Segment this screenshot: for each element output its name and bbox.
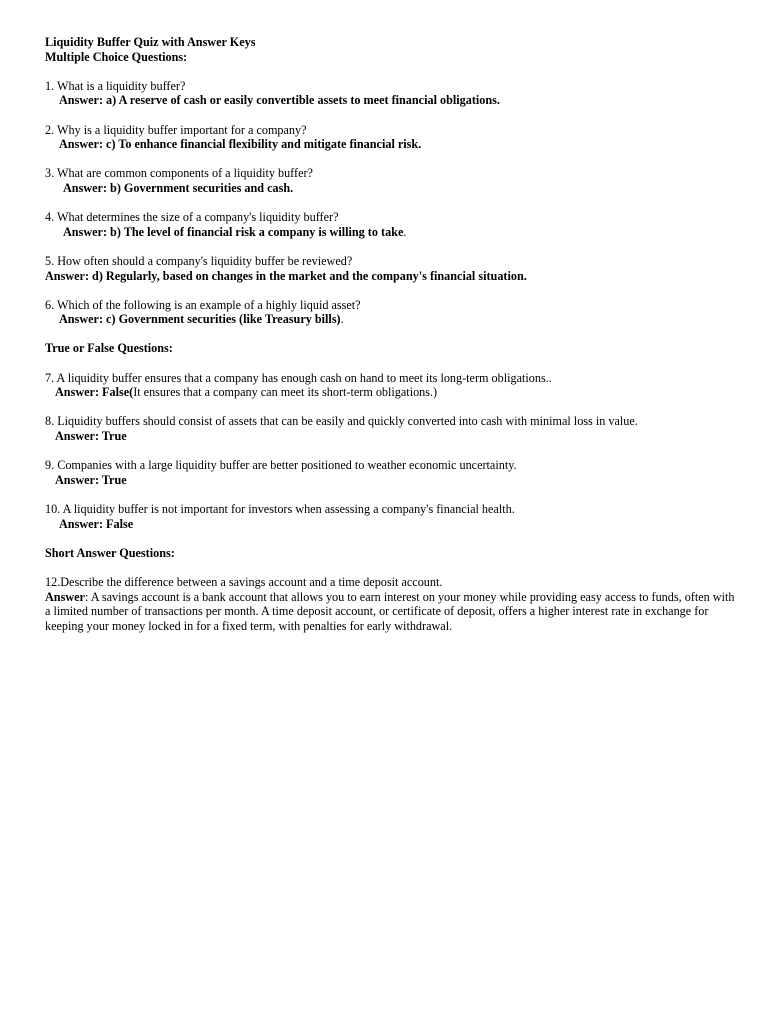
mcq-answer-2: Answer: c) To enhance financial flexibility and mitigate financial risk. <box>59 137 422 152</box>
sa-question-12: 12.Describe the difference between a savings account and a time deposit account. <box>45 574 443 589</box>
tf-question-9: 9. Companies with a large liquidity buffer are better positioned to weather economic uncertainty. <box>45 458 517 473</box>
mcq-question-3: 3. What are common components of a liquidity buffer? <box>45 166 313 181</box>
mcq-question-2: 2. Why is a liquidity buffer important for a company? <box>45 122 307 137</box>
mcq-answer-4: Answer: b) The level of financial risk a company is willing to take. <box>63 224 407 239</box>
sa-answer-12: Answer: A savings account is a bank account that allows you to earn interest on your money while providing easy access to funds, often with a limited number of transactions per month. A time deposit account, or certificate of deposit, offers a higher interest rate in exchange for keeping your money locked in for a fixed term, with penalties for early withdrawal. <box>45 589 735 633</box>
mcq-question-5: 5. How often should a company's liquidity buffer be reviewed? <box>45 253 353 268</box>
sa-heading: Short Answer Questions: <box>45 545 175 560</box>
mcq-question-1: 1. What is a liquidity buffer? <box>45 78 186 93</box>
mcq-question-6: 6. Which of the following is an example of a highly liquid asset? <box>45 297 361 312</box>
tf-answer-10: Answer: False <box>59 516 134 531</box>
mcq-answer-3: Answer: b) Government securities and cash. <box>63 180 294 195</box>
mcq-heading: Multiple Choice Questions: <box>45 49 188 64</box>
tf-answer-8: Answer: True <box>55 429 127 444</box>
mcq-answer-6: Answer: c) Government securities (like Treasury bills). <box>59 312 344 327</box>
document-title: Liquidity Buffer Quiz with Answer Keys <box>45 35 256 49</box>
tf-heading: True or False Questions: <box>45 341 173 356</box>
tf-question-10: 10. A liquidity buffer is not important for investors when assessing a company's financial health. <box>45 502 515 516</box>
tf-question-8: 8. Liquidity buffers should consist of assets that can be easily and quickly converted into cash with minimal loss in value. <box>45 414 638 429</box>
tf-answer-9: Answer: True <box>55 472 127 487</box>
tf-question-7: 7. A liquidity buffer ensures that a company has enough cash on hand to meet its long-term obligations.. <box>45 370 552 385</box>
mcq-answer-1: Answer: a) A reserve of cash or easily convertible assets to meet financial obligations. <box>59 93 500 108</box>
document-body <box>45 35 735 633</box>
mcq-answer-5: Answer: d) Regularly, based on changes in the market and the company's financial situation. <box>45 268 527 283</box>
mcq-question-4: 4. What determines the size of a company's liquidity buffer? <box>45 210 339 225</box>
tf-answer-7: Answer: False(It ensures that a company can meet its short-term obligations.) <box>55 385 438 400</box>
